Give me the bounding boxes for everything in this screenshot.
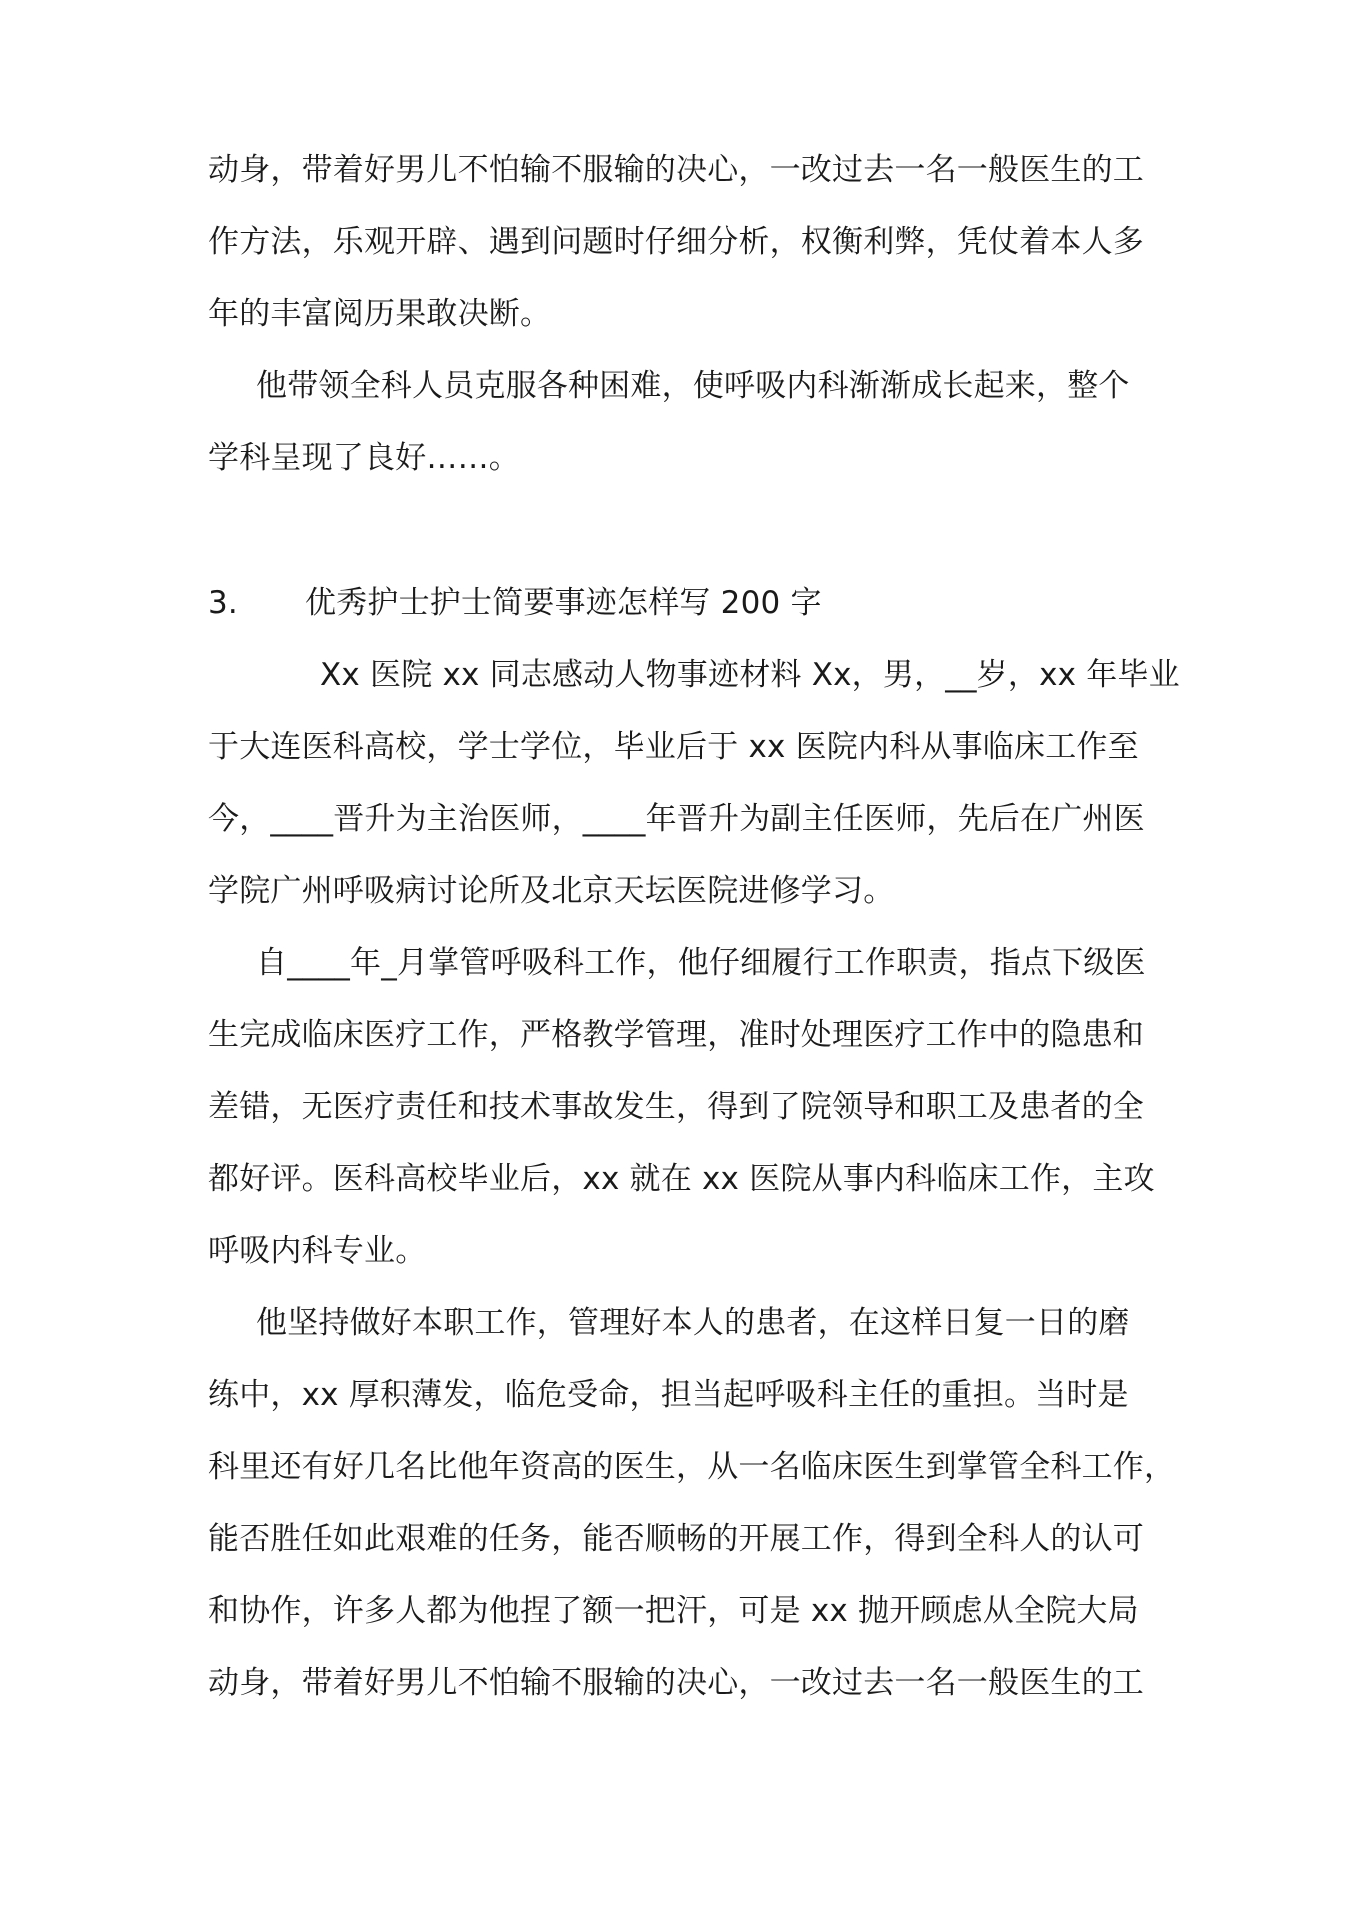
paragraph-line: 呼吸内科专业。 <box>208 1233 427 1269</box>
paragraph-line: 练中，xx 厚积薄发，临危受命，担当起呼吸科主任的重担。当时是 <box>208 1377 1129 1413</box>
paragraph-line: 科里还有好几名比他年资高的医生，从一名临床医生到掌管全科工作， <box>208 1449 1176 1485</box>
paragraph-line: 差错，无医疗责任和技术事故发生，得到了院领导和职工及患者的全 <box>208 1089 1144 1125</box>
section-number: 3. <box>208 585 238 621</box>
paragraph-line: 于大连医科高校，学士学位，毕业后于 xx 医院内科从事临床工作至 <box>208 729 1139 765</box>
paragraph-line: 今，____晋升为主治医师，____年晋升为副主任医师，先后在广州医 <box>208 801 1145 837</box>
section-title: 优秀护士护士简要事迹怎样写 200 字 <box>305 585 822 621</box>
paragraph-line: 作方法，乐观开辟、遇到问题时仔细分析，权衡利弊，凭仗着本人多 <box>208 224 1144 260</box>
paragraph-line: 学科呈现了良好……。 <box>208 440 520 476</box>
paragraph-line: 能否胜任如此艰难的任务，能否顺畅的开展工作，得到全科人的认可 <box>208 1521 1144 1557</box>
paragraph-line: 学院广州呼吸病讨论所及北京天坛医院进修学习。 <box>208 873 895 909</box>
paragraph-line: 自____年_月掌管呼吸科工作，他仔细履行工作职责，指点下级医 <box>256 945 1146 981</box>
paragraph-line: 和协作，许多人都为他捏了额一把汗，可是 xx 抛开顾虑从全院大局 <box>208 1593 1139 1629</box>
paragraph-line: 他带领全科人员克服各种困难，使呼吸内科渐渐成长起来，整个 <box>256 368 1130 404</box>
paragraph-line: 生完成临床医疗工作，严格教学管理，准时处理医疗工作中的隐患和 <box>208 1017 1144 1053</box>
paragraph-line: 他坚持做好本职工作，管理好本人的患者，在这样日复一日的磨 <box>256 1305 1130 1341</box>
paragraph-line: 年的丰富阅历果敢决断。 <box>208 296 552 332</box>
paragraph-line: 动身，带着好男儿不怕输不服输的决心，一改过去一名一般医生的工 <box>208 152 1144 188</box>
paragraph-line: Xx 医院 xx 同志感动人物事迹材料 Xx，男，__岁，xx 年毕业 <box>320 657 1180 693</box>
paragraph-line: 都好评。医科高校毕业后，xx 就在 xx 医院从事内科临床工作，主攻 <box>208 1161 1155 1197</box>
paragraph-line: 动身，带着好男儿不怕输不服输的决心，一改过去一名一般医生的工 <box>208 1665 1144 1701</box>
